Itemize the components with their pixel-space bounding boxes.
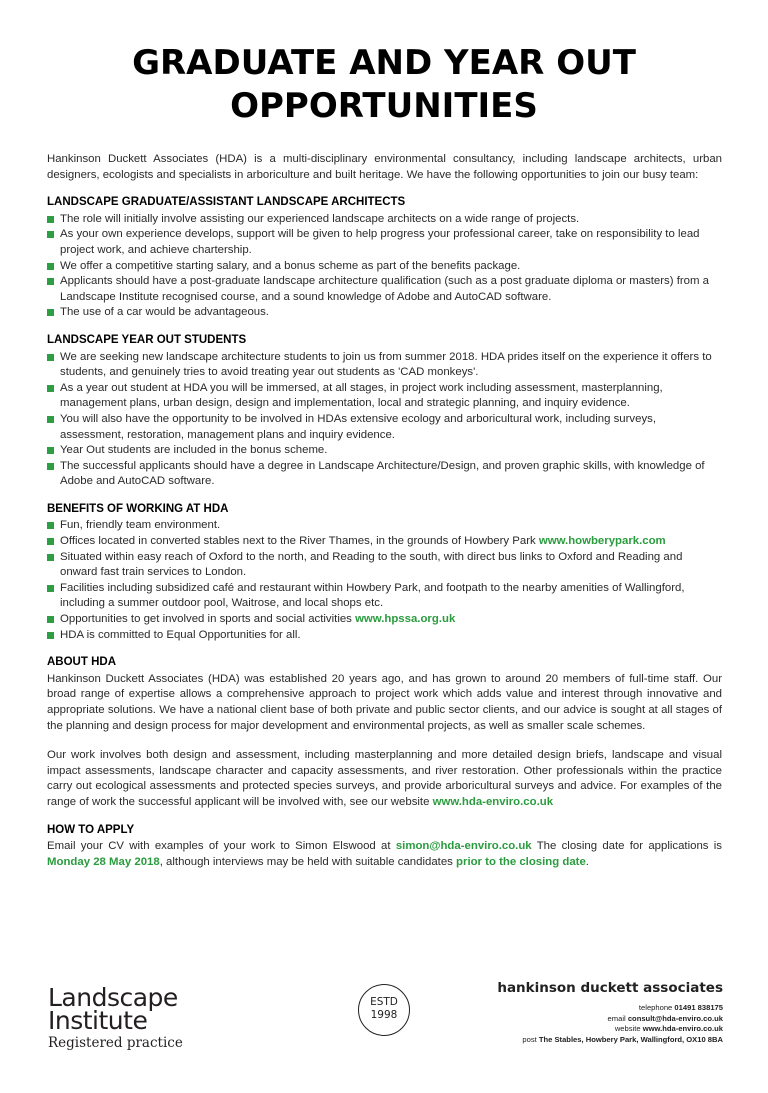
bullet-square-icon bbox=[47, 632, 54, 639]
bullet-square-icon bbox=[47, 216, 54, 223]
website-row: website www.hda-enviro.co.uk bbox=[614, 1024, 723, 1033]
list-item: The role will initially involve assisting our experienced landscape architects on a wide range of projects. bbox=[47, 212, 722, 228]
benefits-section bbox=[47, 502, 722, 643]
list-item: As a year out student at HDA you will be immersed, at all stages, in project work including assessment, masterplanning, management plans, urban design, design and implementation, local and strategic planning, and inquiry evidence. bbox=[47, 381, 722, 412]
bullet-square-icon bbox=[47, 616, 54, 623]
list-item: The successful applicants should have a degree in Landscape Architecture/Design, and proven graphic skills, with knowledge of Adobe and AutoCAD software. bbox=[47, 459, 722, 490]
yearout-section bbox=[47, 333, 722, 490]
list-item: Opportunities to get involved in sports and social activities www.hpssa.org.uk bbox=[47, 612, 722, 628]
yearout-heading: LANDSCAPE YEAR OUT STUDENTS bbox=[47, 333, 247, 346]
bullet-square-icon bbox=[47, 447, 54, 454]
bullet-square-icon bbox=[47, 585, 54, 592]
about-paragraph-1: Hankinson Duckett Associates (HDA) was established 20 years ago, and has grown to around 20 members of full-time staff. Our broad range of expertise allows a comprehensive approach to project work which adds value and interest through innovative and appropriate solutions. We have a national client base of both private and public sector clients, and our advice is sought at all stages of the planning and design process for major development and environmental projects, as well as smaller scale schemes. bbox=[47, 672, 722, 732]
about-heading: ABOUT HDA bbox=[47, 656, 116, 669]
benefits-heading: BENEFITS OF WORKING AT HDA bbox=[47, 502, 229, 515]
howbery-park-link[interactable]: www.howberypark.com bbox=[538, 535, 666, 548]
bullet-square-icon bbox=[47, 309, 54, 316]
bullet-square-icon bbox=[47, 538, 54, 545]
closing-note: prior to the closing date bbox=[456, 855, 586, 868]
established-badge: ESTD 1998 bbox=[358, 984, 410, 1036]
apply-paragraph: Email your CV with examples of your work to Simon Elswood at simon@hda-enviro.co.uk The closing date for applications is Monday 28 May 2018, although interviews may be held with suitable candidates prior to the closing date. bbox=[47, 840, 722, 868]
list-item: Year Out students are included in the bonus scheme. bbox=[47, 443, 722, 459]
bullet-square-icon bbox=[47, 354, 54, 361]
bullet-square-icon bbox=[47, 463, 54, 470]
bullet-square-icon bbox=[47, 554, 54, 561]
graduate-section bbox=[47, 195, 722, 321]
bullet-square-icon bbox=[47, 416, 54, 423]
yearout-list bbox=[47, 350, 722, 490]
benefits-list bbox=[47, 518, 722, 643]
list-item: We are seeking new landscape architecture students to join us from summer 2018. HDA prides itself on the experience it offers to students, and genuinely tries to avoid treating year out students as 'CAD monkeys'. bbox=[47, 350, 722, 381]
closing-date: Monday 28 May 2018 bbox=[47, 855, 160, 868]
graduate-list bbox=[47, 212, 722, 321]
list-item: The use of a car would be advantageous. bbox=[47, 305, 722, 321]
apply-section bbox=[47, 823, 722, 871]
list-item: Situated within easy reach of Oxford to the north, and Reading to the south, with direct bus links to Oxford and Reading and onward fast train services to London. bbox=[47, 550, 722, 581]
list-item: We offer a competitive starting salary, and a bonus scheme as part of the benefits package. bbox=[47, 259, 722, 275]
address-row: post The Stables, Howbery Park, Wallingford, OX10 8BA bbox=[522, 1034, 723, 1044]
list-item: HDA is committed to Equal Opportunities for all. bbox=[47, 628, 722, 644]
title-line-1: GRADUATE AND YEAR OUT bbox=[132, 43, 636, 83]
list-item: Facilities including subsidized café and restaurant within Howbery Park, and footpath to the nearby amenities of Wallingford, including a summer outdoor pool, Waitrose, and local shops etc. bbox=[47, 581, 722, 612]
list-item: Offices located in converted stables next to the River Thames, in the grounds of Howbery Park www.howberypark.com bbox=[47, 534, 722, 550]
bullet-square-icon bbox=[47, 522, 54, 529]
bullet-square-icon bbox=[47, 263, 54, 270]
footer-website-link[interactable]: www.hda-enviro.co.uk bbox=[642, 1024, 723, 1033]
about-section bbox=[47, 655, 722, 810]
page-footer bbox=[0, 975, 768, 1093]
list-item: Fun, friendly team environment. bbox=[47, 518, 722, 534]
email-link[interactable]: simon@hda-enviro.co.uk bbox=[395, 840, 532, 853]
bullet-square-icon bbox=[47, 231, 54, 238]
hpssa-link[interactable]: www.hpssa.org.uk bbox=[355, 613, 456, 626]
bullet-square-icon bbox=[47, 385, 54, 392]
list-item: You will also have the opportunity to be involved in HDAs extensive ecology and arboricultural work, including surveys, assessment, restoration, management plans and inquiry evidence. bbox=[47, 412, 722, 443]
contact-block bbox=[423, 979, 723, 1045]
main-content bbox=[47, 152, 722, 870]
apply-heading: HOW TO APPLY bbox=[47, 823, 135, 836]
bullet-square-icon bbox=[47, 278, 54, 285]
intro-paragraph: Hankinson Duckett Associates (HDA) is a multi-disciplinary environmental consultancy, including landscape architects, urban designers, ecologists and specialists in arboriculture and built heritage. We have the following opportunities to join our busy team: bbox=[47, 153, 722, 181]
list-item: Applicants should have a post-graduate landscape architecture qualification (such as a post graduate diploma or masters) from a Landscape Institute recognised course, and a sound knowledge of Adobe and AutoCAD software. bbox=[47, 274, 722, 305]
website-link[interactable]: www.hda-enviro.co.uk bbox=[432, 795, 554, 808]
firm-name: hankinson duckett associates bbox=[497, 980, 723, 996]
title-line-2: OPPORTUNITIES bbox=[230, 86, 538, 126]
landscape-institute-logo: Landscape Institute Registered practice bbox=[48, 983, 183, 1051]
telephone-row: telephone 01491 838175 bbox=[638, 1003, 723, 1012]
footer-email-link[interactable]: consult@hda-enviro.co.uk bbox=[627, 1013, 723, 1023]
page-title bbox=[0, 42, 768, 128]
graduate-heading: LANDSCAPE GRADUATE/ASSISTANT LANDSCAPE ARCHITECTS bbox=[47, 196, 406, 209]
about-paragraph-2: Our work involves both design and assessment, including masterplanning and more detailed design briefs, landscape and visual impact assessments, landscape character and capacity assessments, and river restoration. Other professionals within the practice carry out ecological assessments and protected species surveys, and provide arboricultural surveys and advice. For examples of the range of work the successful applicant will be involved with, see our website www.hda-enviro.co.uk bbox=[47, 749, 722, 808]
email-row: email consult@hda-enviro.co.uk bbox=[607, 1013, 723, 1023]
list-item: As your own experience develops, support will be given to help progress your professional career, take on responsibility to lead project work, and achieve chartership. bbox=[47, 227, 722, 258]
